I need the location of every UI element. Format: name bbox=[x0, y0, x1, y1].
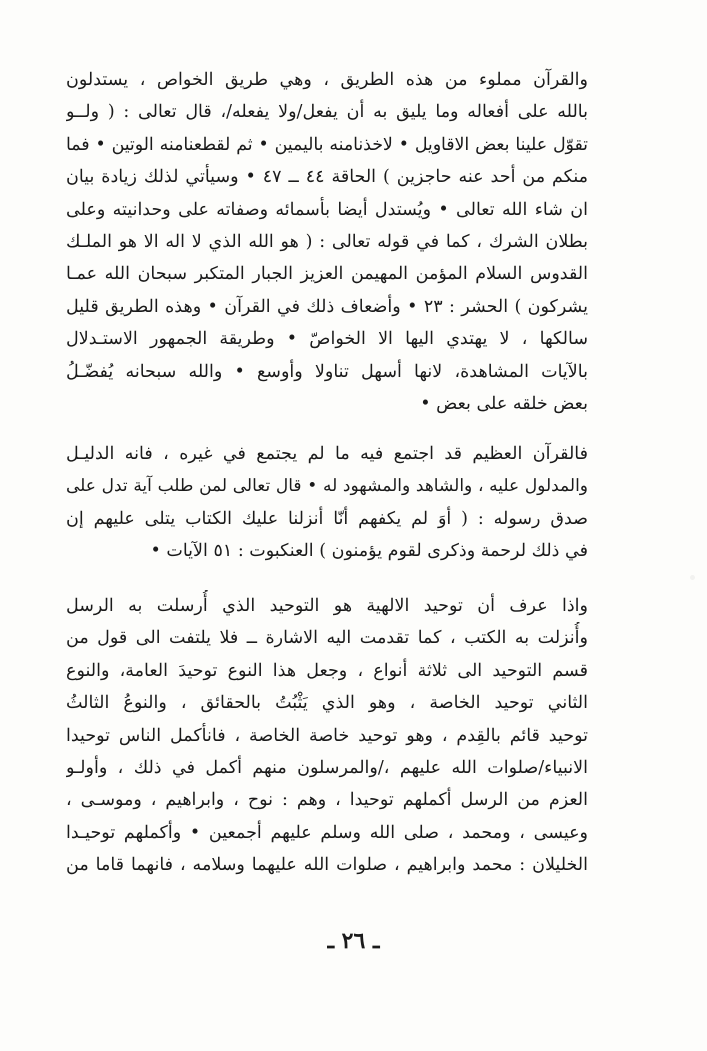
paragraph-2 bbox=[66, 438, 588, 568]
text-line: صدق رسوله : ( أوَ لم يكفهم أنّا أنزلنا عليك الكتاب يتلى عليهم إن bbox=[66, 508, 588, 529]
text-line: وأُنزلت به الكتب ، كما تقدمت اليه الاشارة ــ فلا يلتفت الى قول من bbox=[66, 628, 588, 649]
text-line: والمدلول عليه ، والشاهد والمشهود له • قال تعالى لمن طلب آية تدل على bbox=[66, 476, 588, 497]
text-line: بطلان الشرك ، كما في قوله تعالى : ( هو الله الذي لا اله الا هو الملـك bbox=[66, 231, 588, 252]
text-line: فالقرآن العظيم قد اجتمع فيه ما لم يجتمع في غيره ، فانه الدليـل bbox=[66, 444, 588, 464]
text-line: القدوس السلام المؤمن المهيمن العزيز الجبار المتكبر سبحان الله عمـا bbox=[66, 264, 588, 285]
text-line: والقرآن مملوء من هذه الطريق ، وهي طريق الخواص ، يستدلون bbox=[66, 70, 588, 90]
page-number: ـ ٢٦ ـ bbox=[327, 928, 380, 954]
paragraph-1 bbox=[66, 64, 588, 420]
text-line: في ذلك لرحمة وذكرى لقوم يؤمنون ) العنكبوت : ٥١ الآيات • bbox=[150, 541, 588, 562]
text-line: الثاني توحيد الخاصة ، وهو الذي يَثْبُتُ بالحقائق ، والنوعُ الثالثُ bbox=[66, 693, 588, 714]
text-line: توحيد قائم بالقِدم ، وهو توحيد خاصة الخاصة ، فانأكمل الناس توحيدا bbox=[66, 725, 588, 746]
text-line: واذا عرف أن توحيد الالهية هو التوحيد الذي أُرسلت به الرسل bbox=[66, 596, 588, 616]
text-line: الانبياء/صلوات الله عليهم ،/والمرسلون منهم أكمل في ذلك ، وأولـو bbox=[66, 757, 588, 778]
text-line: الخليلان : محمد وابراهيم ، صلوات الله عليهما وسلامه ، فانهما قاما من bbox=[66, 855, 588, 876]
text-line: سالكها ، لا يهتدي اليها الا الخواصّ • وطريقة الجمهور الاستـدلال bbox=[66, 329, 588, 350]
text-line: منكم من أحد عنه حاجزين ) الحاقة ٤٤ ــ ٤٧ • وسيأتي لذلك زيادة بيان bbox=[66, 167, 588, 188]
text-line: بعض خلقه على بعض • bbox=[420, 393, 588, 414]
scan-speck bbox=[690, 575, 695, 580]
text-line: بالآيات المشاهدة، لانها أسهل تناولا وأوسع • والله سبحانه يُفضّـلُ bbox=[66, 361, 588, 382]
text-line: وعيسى ، ومحمد ، صلى الله وسلم عليهم أجمعين • وأكملهم توحيـدا bbox=[66, 822, 588, 843]
text-line: ان شاء الله تعالى • ويُستدل أيضا بأسمائه وصفاته على وحدانيته وعلى bbox=[66, 199, 588, 220]
text-line: يشركون ) الحشر : ٢٣ • وأضعاف ذلك في القرآن • وهذه الطريق قليل bbox=[66, 296, 588, 317]
text-line: العزم من الرسل أكملهم توحيدا ، وهم : نوح ، وابراهيم ، وموسـى ، bbox=[66, 790, 588, 811]
text-line: بالله على أفعاله وما يليق به أن يفعل/ولا يفعله/، قال تعالى : ( ولــو bbox=[66, 102, 588, 123]
text-line: تقوّل علينا بعض الاقاويل • لاخذنامنه باليمين • ثم لقطعنامنه الوتين • فما bbox=[66, 134, 588, 155]
paragraph-3 bbox=[66, 590, 588, 882]
text-line: قسم التوحيد الى ثلاثة أنواع ، وجعل هذا النوع توحيدَ العامة، والنوع bbox=[66, 660, 588, 681]
